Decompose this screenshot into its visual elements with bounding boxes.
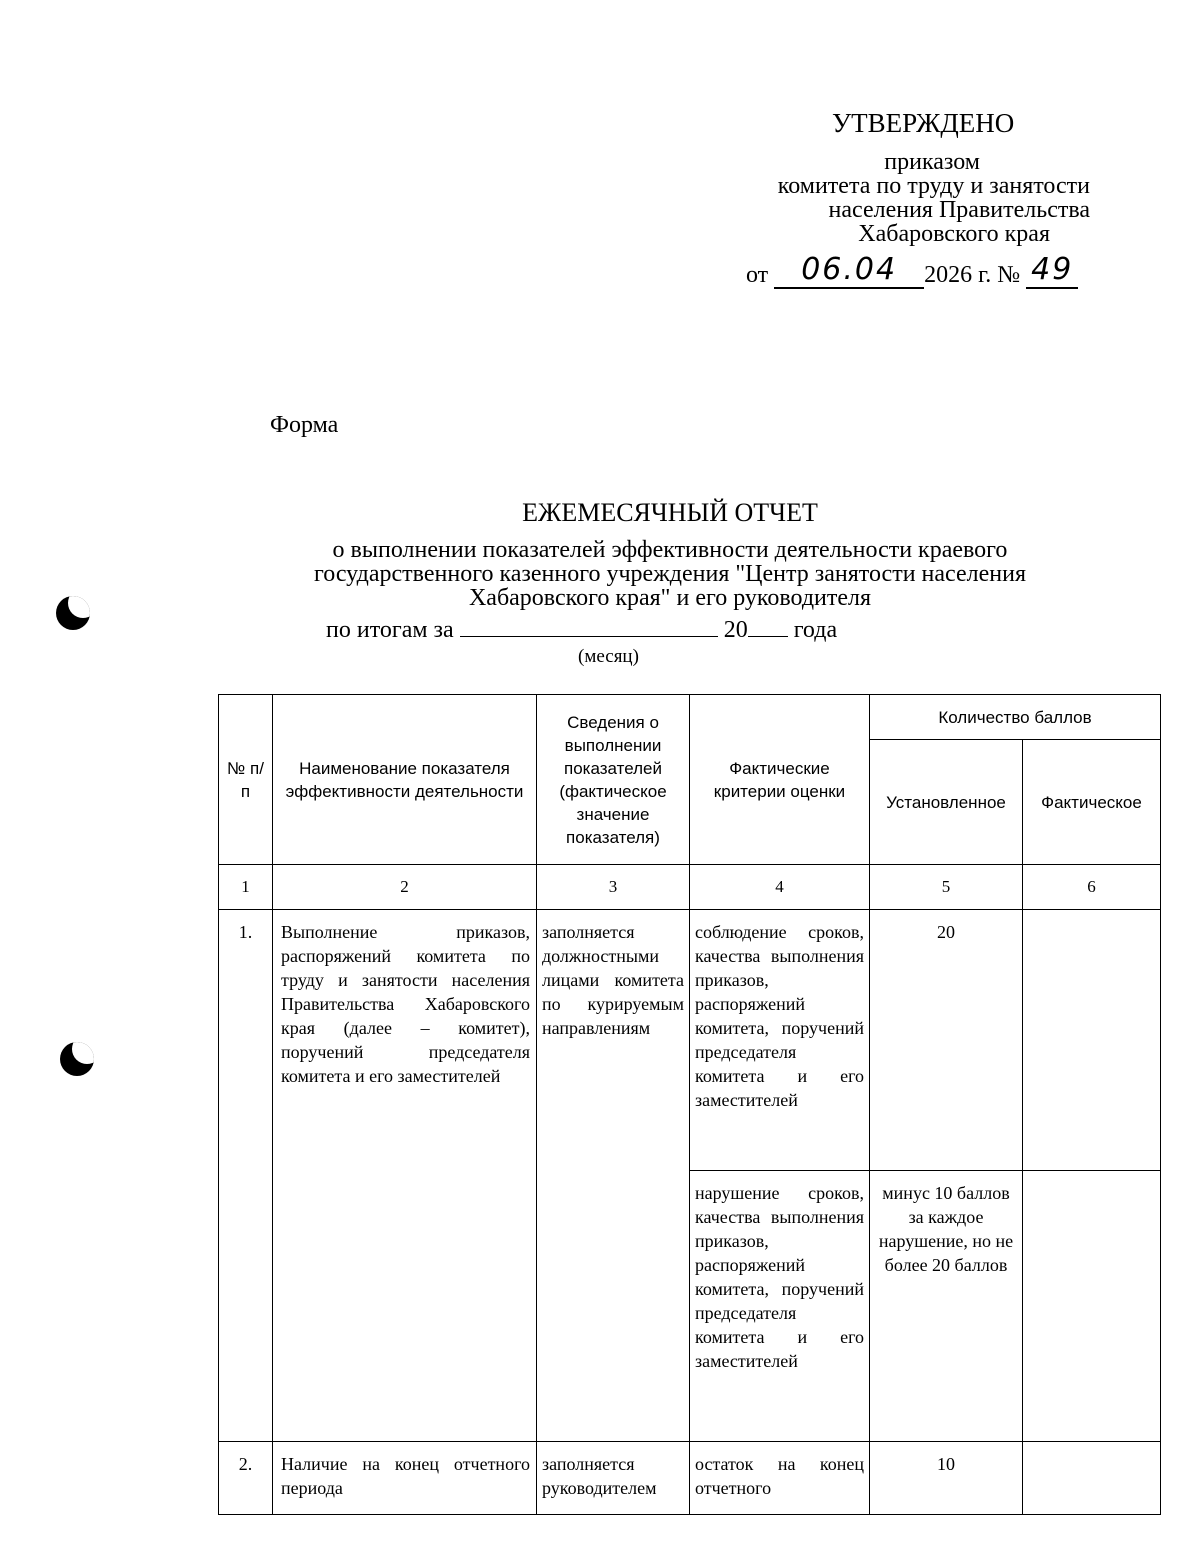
- order-number-field: [1026, 252, 1078, 289]
- header-info: Сведения о выполнении показателей (фактическое значение показателя): [537, 695, 690, 865]
- col-number: 2: [273, 865, 537, 910]
- punch-hole-mark: [60, 1042, 94, 1076]
- header-row: [219, 695, 1161, 740]
- date-field: [774, 252, 924, 289]
- approval-line-2: комитета по труду и занятости: [777, 173, 1090, 199]
- period-suffix: года: [793, 617, 838, 643]
- report-subtitle: о выполнении показателей эффективности деятельности краевого государственного казенного учреждения "Центр занятости населения Хабаровского края" и его руководителя: [314, 537, 1026, 611]
- col-number: 5: [870, 865, 1023, 910]
- header-criteria: Фактические критерии оценки: [690, 695, 870, 865]
- header-num: № п/п: [219, 695, 273, 865]
- row-info: заполняется руководителем: [537, 1442, 690, 1515]
- year-blank: [748, 614, 788, 637]
- header-actual: Фактическое: [1023, 740, 1161, 865]
- date-prefix: от: [746, 262, 769, 288]
- header-points-group: Количество баллов: [870, 695, 1161, 740]
- approval-line-3: населения Правительства: [828, 197, 1090, 223]
- punch-hole-mark: [56, 596, 90, 630]
- row-points-actual: [1023, 910, 1161, 1171]
- table-row: [219, 1442, 1161, 1515]
- col-number: 4: [690, 865, 870, 910]
- month-caption: (месяц): [578, 646, 639, 667]
- row-num: 1.: [219, 910, 273, 1442]
- row-points-established: минус 10 баллов за каждое нарушение, но не более 20 баллов: [870, 1171, 1023, 1442]
- row-num: 2.: [219, 1442, 273, 1515]
- row-criteria: нарушение сроков, качества выполнения приказов, распоряжений комитета, поручений председателя комитета и его заместителей: [690, 1171, 870, 1442]
- form-label: Форма: [270, 412, 339, 438]
- col-number: 1: [219, 865, 273, 910]
- report-title: ЕЖЕМЕСЯЧНЫЙ ОТЧЕТ: [522, 498, 818, 527]
- handwritten-order-number: 49: [1031, 252, 1074, 287]
- month-blank: [460, 614, 718, 637]
- indicators-table: [218, 694, 1161, 1515]
- row-points-actual: [1023, 1171, 1161, 1442]
- row-points-established: 20: [870, 910, 1023, 1171]
- row-info: заполняется должностными лицами комитета по курируемым направлениям: [537, 910, 690, 1442]
- col-number: 6: [1023, 865, 1161, 910]
- row-name: Наличие на конец отчетного периода: [273, 1442, 537, 1515]
- col-number: 3: [537, 865, 690, 910]
- approval-heading: УТВЕРЖДЕНО: [832, 108, 1015, 138]
- approval-line-4: Хабаровского края: [858, 221, 1050, 247]
- header-name: Наименование показателя эффективности деятельности: [273, 695, 537, 865]
- row-criteria: соблюдение сроков, качества выполнения приказов, распоряжений комитета, поручений председателя комитета и его заместителей: [690, 910, 870, 1171]
- row-name: Выполнение приказов, распоряжений комитета по труду и занятости населения Правительства Хабаровского края (далее – комитет), поручений председателя комитета и его заместителей: [273, 910, 537, 1442]
- row-criteria: остаток на конец отчетного: [690, 1442, 870, 1515]
- period-prefix: по итогам за: [326, 617, 454, 643]
- order-date-line: [746, 252, 1078, 289]
- row-points-established: 10: [870, 1442, 1023, 1515]
- period-year-prefix: 20: [723, 617, 748, 643]
- table-row: [219, 910, 1161, 1171]
- header-established: Установленное: [870, 740, 1023, 865]
- report-period-line: [326, 614, 837, 644]
- row-points-actual: [1023, 1442, 1161, 1515]
- approval-line-1: приказом: [884, 149, 980, 175]
- year-number-label: 2026 г. №: [924, 262, 1021, 288]
- column-number-row: [219, 865, 1161, 910]
- handwritten-date: 06.04: [801, 252, 898, 287]
